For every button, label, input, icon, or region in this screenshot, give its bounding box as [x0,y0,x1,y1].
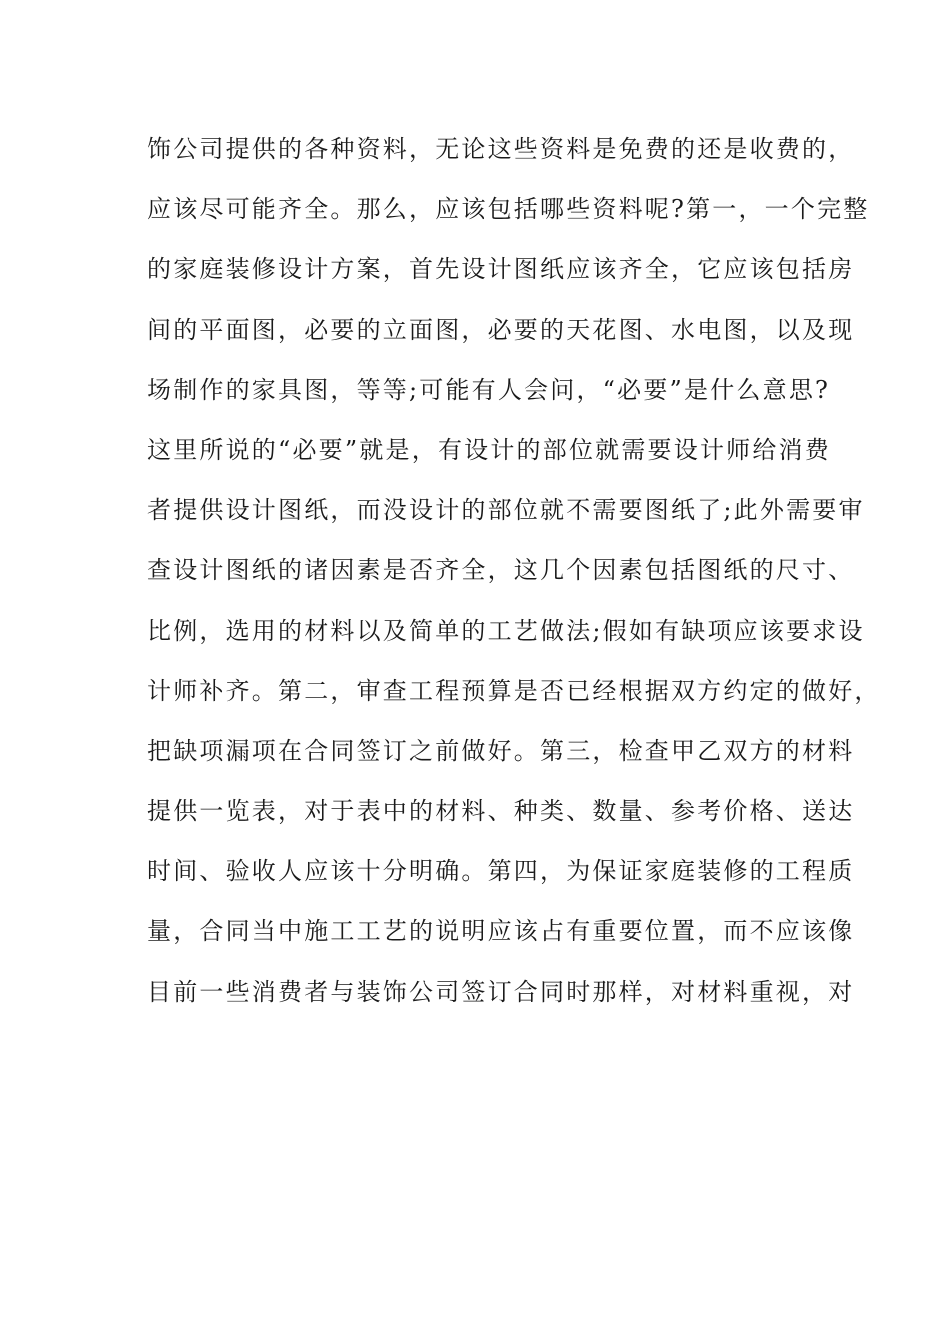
text-line: 饰公司提供的各种资料，无论这些资料是免费的还是收费的， [147,135,855,163]
text-line: 量，合同当中施工工艺的说明应该占有重要位置，而不应该像 [147,917,855,946]
text-line: 场制作的家具图，等等;可能有人会问，“必要”是什么意思? [147,375,831,404]
text-line: 的家庭装修设计方案，首先设计图纸应该齐全，它应该包括房 [147,255,855,284]
text-line: 查设计图纸的诸因素是否齐全，这几个因素包括图纸的尺寸、 [147,556,855,585]
text-line: 把缺项漏项在合同签订之前做好。第三，检查甲乙双方的材料 [147,736,855,765]
text-line: 比例，选用的材料以及简单的工艺做法;假如有缺项应该要求设 [147,616,865,645]
text-line: 时间、验收人应该十分明确。第四，为保证家庭装修的工程质 [147,857,855,886]
text-line: 计师补齐。第二，审查工程预算是否已经根据双方约定的做好， [147,676,881,705]
text-line: 目前一些消费者与装饰公司签订合同时那样，对材料重视，对 [147,977,855,1006]
text-line: 提供一览表，对于表中的材料、种类、数量、参考价格、送达 [147,797,855,826]
text-line: 间的平面图，必要的立面图，必要的天花图、水电图，以及现 [147,315,855,344]
text-line: 这里所说的“必要”就是，有设计的部位就需要设计师给消费 [147,435,831,464]
text-line: 应该尽可能齐全。那么，应该包括哪些资料呢?第一，一个完整 [147,195,870,224]
text-line: 者提供设计图纸，而没设计的部位就不需要图纸了;此外需要审 [147,496,865,525]
body-text [147,134,881,1037]
